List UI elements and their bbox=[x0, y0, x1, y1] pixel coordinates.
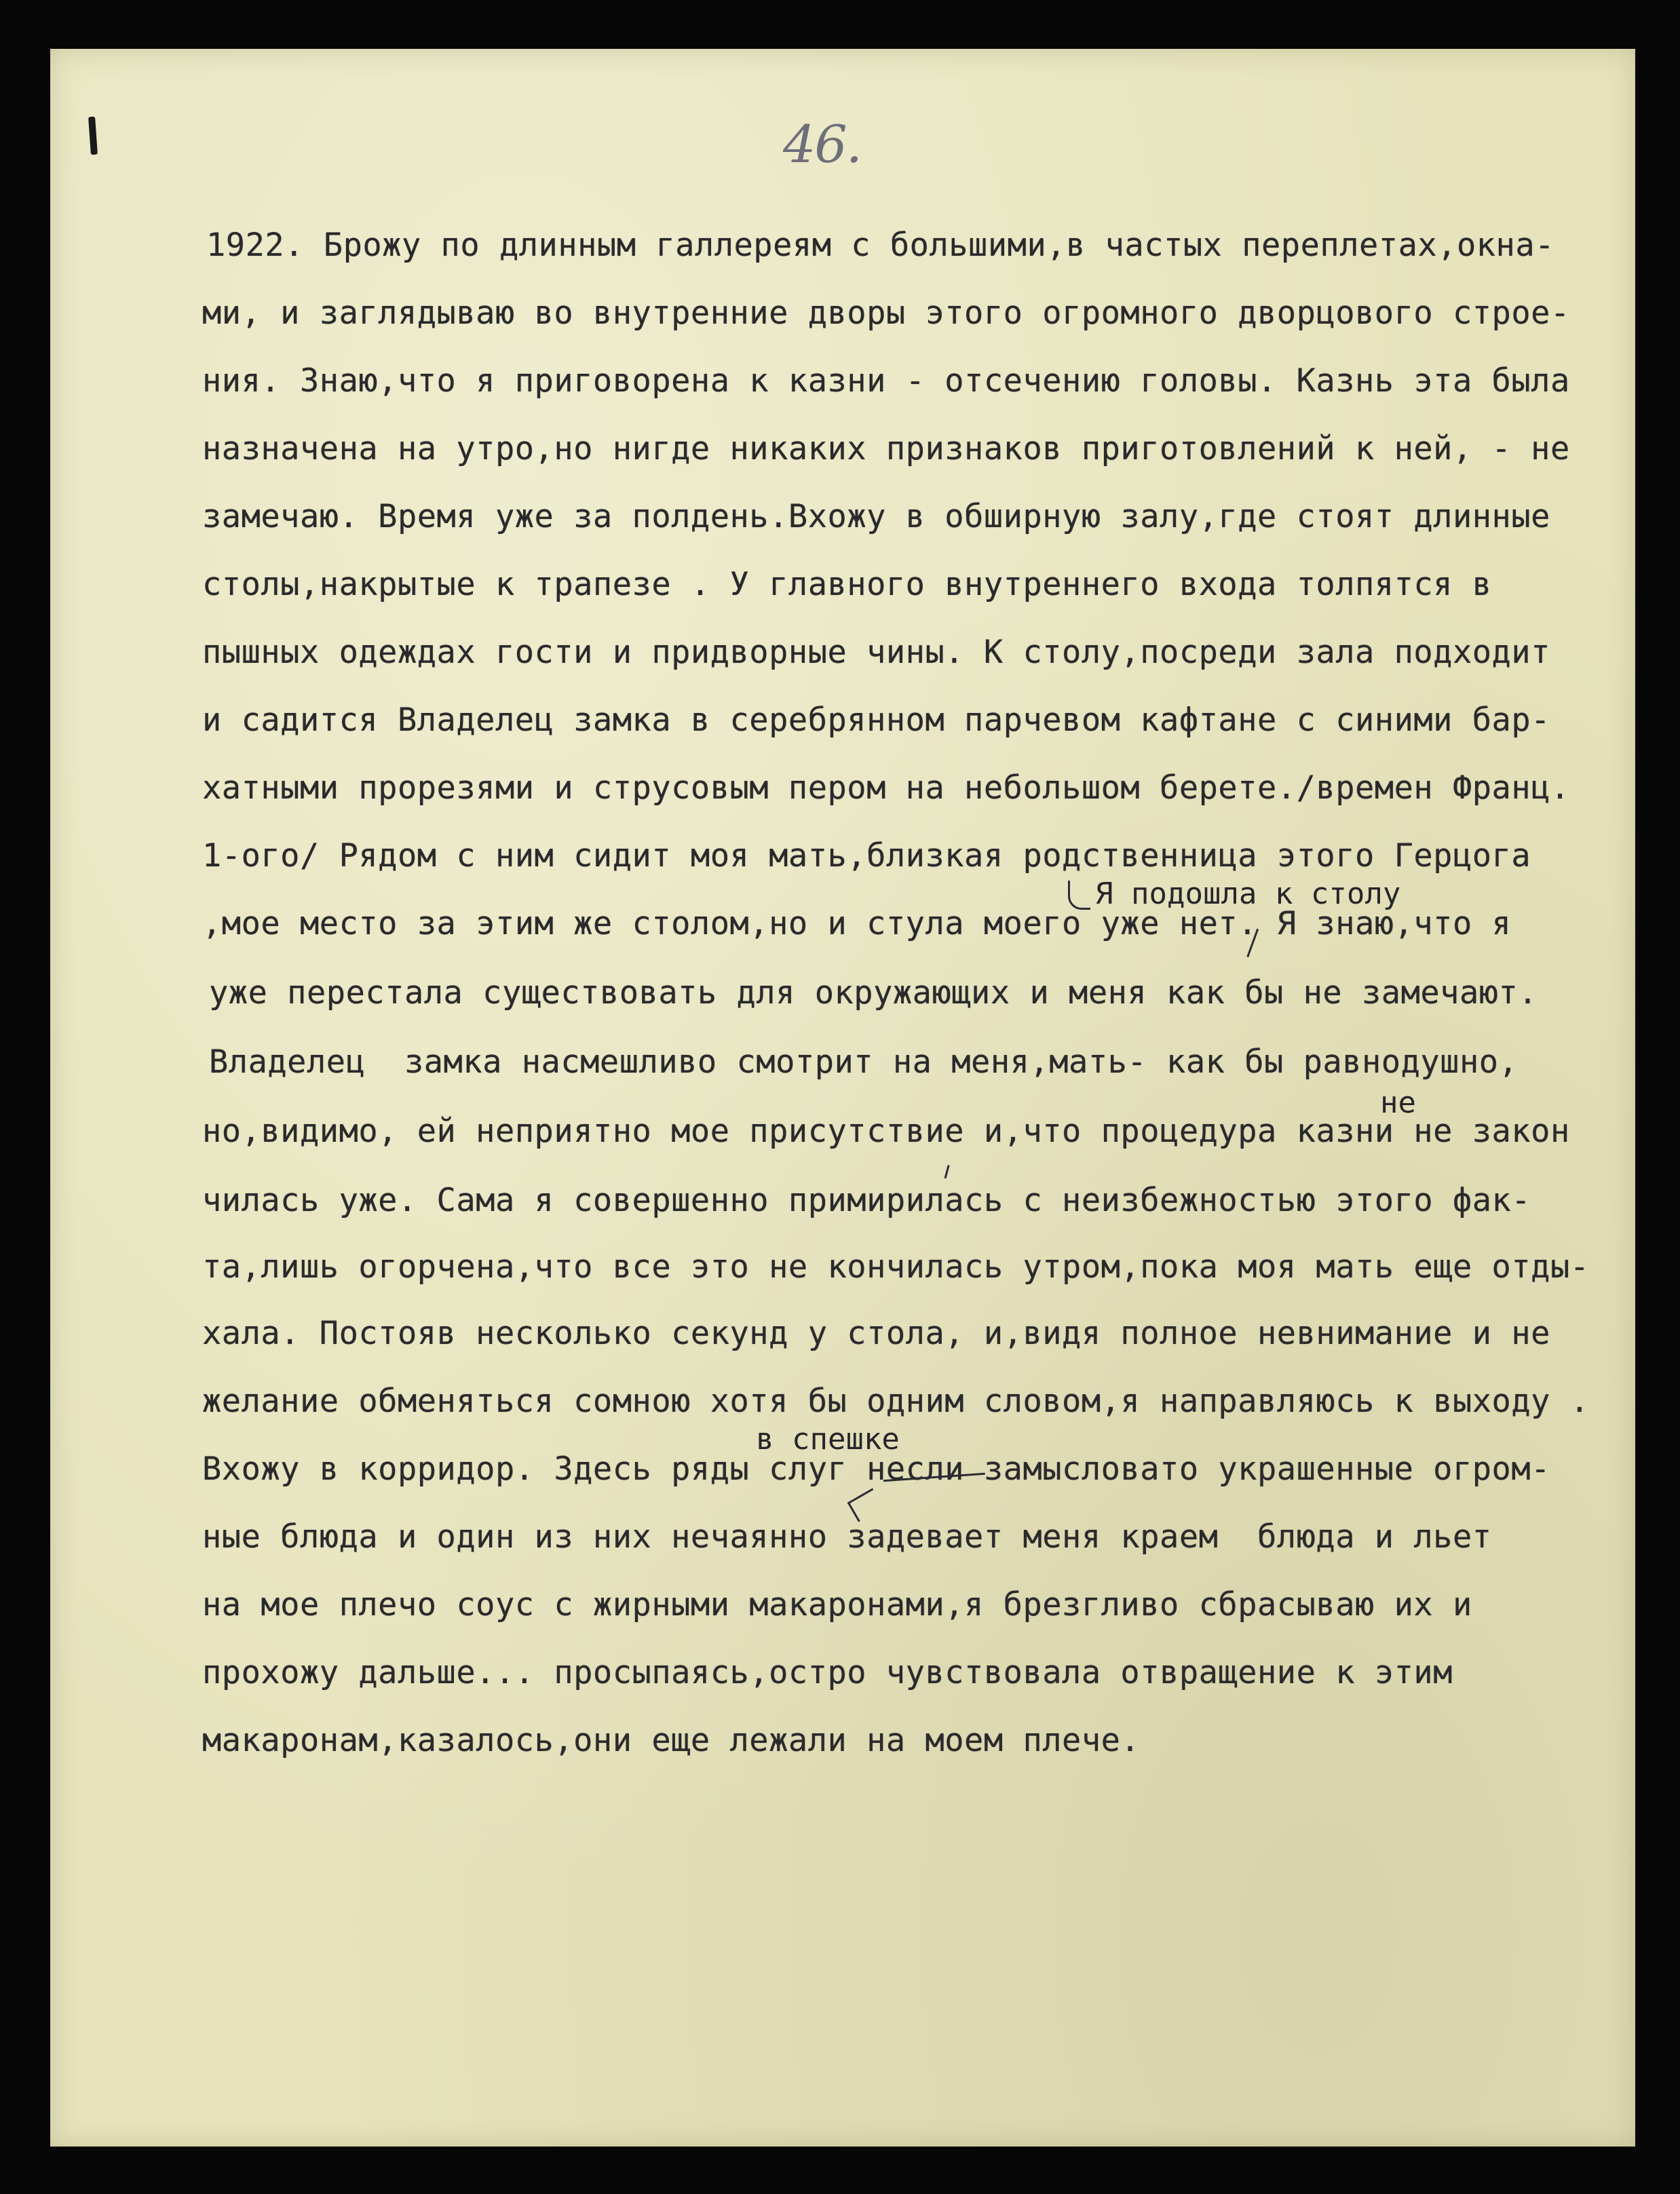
text-line-13: Владелец замка насмешливо смотрит на меня,мать- как бы равнодушно, bbox=[209, 1043, 1519, 1081]
text-line-16: та,лишь огорчена,что все это не кончилась утром,пока моя мать еще отды- bbox=[202, 1248, 1590, 1286]
document-page bbox=[50, 49, 1635, 2147]
text-line-3: ния. Знаю,что я приговорена к казни - отсечению головы. Казнь эта была bbox=[202, 362, 1570, 400]
text-line-7: пышных одеждах гости и придворные чины. К столу,посреди зала подходит bbox=[202, 634, 1550, 671]
insert-text-line-11: Я подошла к столу bbox=[1095, 877, 1401, 911]
insert-text-line-15: не bbox=[1380, 1085, 1416, 1120]
text-line-19: Вхожу в корридор. Здесь ряды слуг несли замысловато украшенные огром- bbox=[202, 1450, 1550, 1488]
text-line-10: 1-ого/ Рядом с ним сидит моя мать,близкая родственница этого Герцога bbox=[202, 837, 1531, 874]
text-line-18: желание обменяться сомною хотя бы одним словом,я направляюсь к выходу . bbox=[202, 1383, 1590, 1420]
text-line-21: на мое плечо соус с жирными макаронами,я брезгливо сбрасываю их и bbox=[202, 1586, 1472, 1623]
text-line-2: ми, и заглядываю во внутренние дворы этого огромного дворцового строе- bbox=[202, 294, 1570, 332]
insert-text-line-19: в спешке bbox=[756, 1422, 900, 1457]
text-line-17: хала. Постояв несколько секунд у стола, и,видя полное невнимание и не bbox=[202, 1315, 1550, 1352]
text-line-1: 1922. Брожу по длинным галлереям с большими,в частых переплетах,окна- bbox=[206, 227, 1554, 264]
text-line-22: прохожу дальше... просыпаясь,остро чувствовала отвращение к этим bbox=[202, 1654, 1453, 1691]
text-line-12: уже перестала существовать для окружающих и меня как бы не замечают. bbox=[209, 974, 1538, 1012]
text-line-9: хатными прорезями и струсовым пером на небольшом берете./времен Франц. bbox=[202, 769, 1570, 807]
page-number: 46. bbox=[783, 114, 861, 174]
text-line-20: ные блюда и один из них нечаянно задевает меня краем блюда и льет bbox=[202, 1518, 1492, 1556]
text-line-23: макаронам,казалось,они еще лежали на моем плече. bbox=[202, 1722, 1141, 1759]
text-line-15: чилась уже. Сама я совершенно примирилась с неизбежностью этого фак- bbox=[202, 1182, 1531, 1219]
text-line-6: столы,накрытые к трапезе . У главного внутреннего входа толпятся в bbox=[202, 566, 1492, 603]
text-line-5: замечаю. Время уже за полдень.Вхожу в обширную залу,где стоят длинные bbox=[202, 498, 1550, 535]
pen-bracket-mark bbox=[1068, 881, 1090, 910]
text-line-8: и садится Владелец замка в серебрянном парчевом кафтане с синими бар- bbox=[202, 701, 1550, 739]
text-line-11: ,мое место за этим же столом,но и стула моего уже нет. Я знаю,что я bbox=[202, 905, 1512, 942]
text-line-14: но,видимо, ей неприятно мое присутствие и,что процедура казни не закон bbox=[202, 1113, 1570, 1150]
text-line-4: назначена на утро,но нигде никаких признаков приготовлений к ней, - не bbox=[202, 430, 1570, 467]
